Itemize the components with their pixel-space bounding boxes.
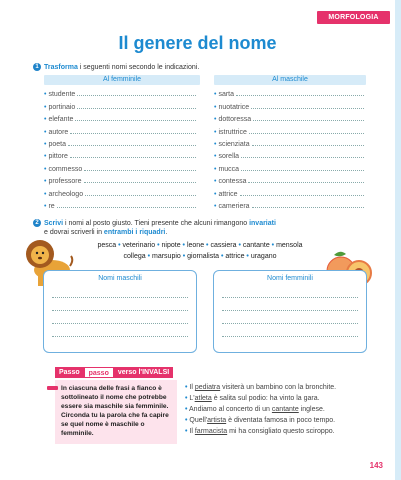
bullet-icon: •: [44, 128, 47, 136]
answer-line[interactable]: [77, 95, 196, 96]
bullet-icon: •: [44, 140, 47, 148]
ex2-instruction: [33, 219, 276, 237]
answer-line[interactable]: [70, 157, 196, 158]
invalsi-header: [55, 366, 173, 379]
list-word: mucca: [218, 165, 240, 173]
bullet-icon: •: [214, 165, 217, 173]
list-item: [214, 148, 364, 160]
list-word: dottoressa: [218, 116, 252, 124]
invalsi-instruction-text: In ciascuna delle frasi a fianco è sottolineato il nome che potrebbe essere sia maschile sia femminile. Circonda tu la parola che fa capire se quel nome è maschile o femminile.: [61, 385, 169, 437]
answer-line[interactable]: [240, 195, 364, 196]
bullet-icon: •: [44, 103, 47, 111]
bullet-icon: •: [214, 91, 217, 99]
underlined-noun[interactable]: artista: [207, 417, 227, 424]
bullet-icon: •: [214, 116, 217, 124]
word-bank-item: uragano: [250, 253, 277, 260]
write-line[interactable]: [222, 336, 358, 337]
separator-dot: •: [236, 242, 243, 249]
word-bank-item: cantante: [242, 242, 270, 249]
ex2-highlight-boxes: entrambi i riquadri: [103, 229, 166, 236]
bullet-icon: •: [44, 116, 47, 124]
word-bank-item: collega: [123, 253, 146, 260]
word-bank-row-1: [30, 240, 370, 251]
separator-dot: •: [180, 253, 188, 260]
masculine-nouns-box: [43, 270, 197, 353]
write-line[interactable]: [52, 323, 188, 324]
answer-line[interactable]: [253, 120, 364, 121]
bullet-icon: •: [44, 202, 47, 210]
bullet-icon: •: [44, 153, 47, 161]
answer-line[interactable]: [77, 108, 196, 109]
list-item: [214, 86, 364, 98]
ex1-instruction-text: i seguenti nomi secondo le indicazioni.: [77, 64, 200, 71]
pencil-icon: [47, 386, 58, 390]
ex2-text-3: .: [165, 229, 168, 236]
word-bank-item: nipote: [161, 242, 181, 249]
answer-line[interactable]: [241, 157, 364, 158]
word-bank-item: giornalista: [187, 253, 220, 260]
write-line[interactable]: [222, 310, 358, 311]
write-line[interactable]: [52, 310, 188, 311]
bullet-icon: •: [214, 103, 217, 111]
list-word: re: [48, 202, 55, 210]
list-item: [214, 160, 364, 172]
page-edge-strip: [395, 0, 401, 480]
answer-line[interactable]: [251, 108, 364, 109]
separator-dot: •: [219, 253, 226, 260]
bullet-icon: •: [44, 190, 47, 198]
ex1-number: 1: [33, 63, 41, 71]
list-word: cameriera: [218, 202, 250, 210]
separator-dot: •: [116, 242, 123, 249]
list-item: [44, 136, 196, 148]
write-line[interactable]: [52, 297, 188, 298]
list-item: [44, 123, 196, 135]
list-item: [44, 173, 196, 185]
word-bank-item: mensola: [276, 242, 303, 249]
word-bank-item: cassiera: [210, 242, 237, 249]
word-bank-item: attrice: [225, 253, 245, 260]
word-bank-item: pesca: [97, 242, 117, 249]
answer-line[interactable]: [85, 195, 196, 196]
invalsi-instructions: [55, 380, 177, 444]
word-bank-item: veterinario: [122, 242, 156, 249]
answer-line[interactable]: [57, 207, 196, 208]
list-word: autore: [48, 128, 69, 136]
list-word: portinaio: [48, 103, 76, 111]
answer-line[interactable]: [252, 145, 364, 146]
list-item: [214, 98, 364, 110]
answer-line[interactable]: [84, 182, 196, 183]
ex1-verb: Trasforma: [44, 64, 78, 71]
separator-dot: •: [204, 242, 211, 249]
list-item: [44, 111, 196, 123]
list-item: [214, 185, 364, 197]
answer-line[interactable]: [241, 170, 364, 171]
write-line[interactable]: [52, 336, 188, 337]
bullet-icon: •: [44, 91, 47, 99]
invalsi-sentences: [185, 382, 385, 437]
list-item: [44, 98, 196, 110]
bullet-icon: •: [214, 178, 217, 186]
sentence-3: • Andiamo al concerto di un cantante inglese.: [185, 406, 325, 413]
separator-dot: •: [244, 253, 251, 260]
answer-line[interactable]: [252, 207, 364, 208]
list-word: sarta: [218, 91, 235, 99]
list-item: [214, 173, 364, 185]
invalsi-section: [55, 366, 385, 446]
masculine-list: [214, 86, 364, 210]
underlined-noun[interactable]: farmacista: [194, 428, 228, 435]
column-header-feminine: Al femminile: [44, 75, 200, 85]
step-label-3: verso l'INVALSI: [114, 367, 173, 378]
column-header-masculine: Al maschile: [214, 75, 366, 85]
bullet-icon: •: [214, 128, 217, 136]
ex2-highlight-invariati: invariati: [249, 220, 276, 227]
step-label-2: passo: [84, 367, 114, 378]
word-bank-item: leone: [186, 242, 205, 249]
feminine-box-title: Nomi femminili: [267, 275, 313, 282]
bullet-icon: •: [44, 178, 47, 186]
feminine-list: [44, 86, 196, 210]
sentence-2: • L'atleta è salita sul podio: ha vinto la gara.: [185, 395, 320, 402]
bullet-icon: •: [214, 153, 217, 161]
list-word: scienziata: [218, 140, 250, 148]
bullet-icon: •: [214, 202, 217, 210]
list-word: nuotatrice: [218, 103, 250, 111]
separator-dot: •: [180, 242, 187, 249]
underlined-noun[interactable]: atleta: [194, 395, 212, 402]
list-word: sorella: [218, 153, 240, 161]
answer-line[interactable]: [236, 95, 364, 96]
ex2-verb: Scrivi: [44, 220, 64, 227]
bullet-icon: •: [44, 165, 47, 173]
separator-dot: •: [269, 242, 277, 249]
page-number: 143: [369, 461, 383, 470]
list-word: commesso: [48, 165, 83, 173]
answer-line[interactable]: [68, 145, 196, 146]
separator-dot: •: [145, 253, 152, 260]
answer-line[interactable]: [75, 120, 196, 121]
sentence-5: • Il farmacista mi ha consigliato questo sciroppo.: [185, 428, 335, 435]
list-word: archeologo: [48, 190, 84, 198]
answer-line[interactable]: [248, 182, 364, 183]
list-item: [214, 111, 364, 123]
bullet-icon: •: [214, 190, 217, 198]
ex2-text-1: i nomi al posto giusto. Tieni presente che alcuni rimangono: [63, 220, 250, 227]
bullet-icon: •: [214, 140, 217, 148]
feminine-nouns-box: [213, 270, 367, 353]
sentence-1: • Il pediatra visiterà un bambino con la bronchite.: [185, 384, 337, 391]
underlined-noun[interactable]: cantante: [271, 406, 299, 413]
list-word: poeta: [48, 140, 66, 148]
sentence-4: • Quell'artista è diventata famosa in poco tempo.: [185, 417, 336, 424]
section-tag: MORFOLOGIA: [317, 11, 390, 24]
word-bank-item: marsupio: [152, 253, 181, 260]
write-line[interactable]: [222, 323, 358, 324]
list-item: [44, 160, 196, 172]
list-word: studente: [48, 91, 76, 99]
list-item: [214, 198, 364, 210]
word-bank-row-2: [30, 251, 370, 262]
list-item: [44, 198, 196, 210]
list-word: professore: [48, 178, 82, 186]
list-item: [44, 148, 196, 160]
list-item: [44, 185, 196, 197]
list-word: pittore: [48, 153, 68, 161]
list-word: istruttrice: [218, 128, 247, 136]
list-word: contessa: [218, 178, 247, 186]
write-line[interactable]: [222, 297, 358, 298]
list-word: attrice: [218, 190, 238, 198]
answer-line[interactable]: [70, 133, 196, 134]
page-title: Il genere del nome: [118, 33, 277, 53]
masculine-box-title: Nomi maschili: [98, 275, 142, 282]
ex2-number: 2: [33, 219, 41, 227]
ex1-instruction: [33, 63, 199, 72]
step-label-1: Passo: [55, 367, 84, 378]
separator-dot: •: [155, 242, 162, 249]
ex2-text-2: e dovrai scriverli in: [44, 229, 104, 236]
list-item: [214, 123, 364, 135]
list-item: [214, 136, 364, 148]
underlined-noun[interactable]: pediatra: [194, 384, 221, 391]
list-word: elefante: [48, 116, 74, 124]
answer-line[interactable]: [84, 170, 196, 171]
answer-line[interactable]: [249, 133, 364, 134]
list-item: [44, 86, 196, 98]
